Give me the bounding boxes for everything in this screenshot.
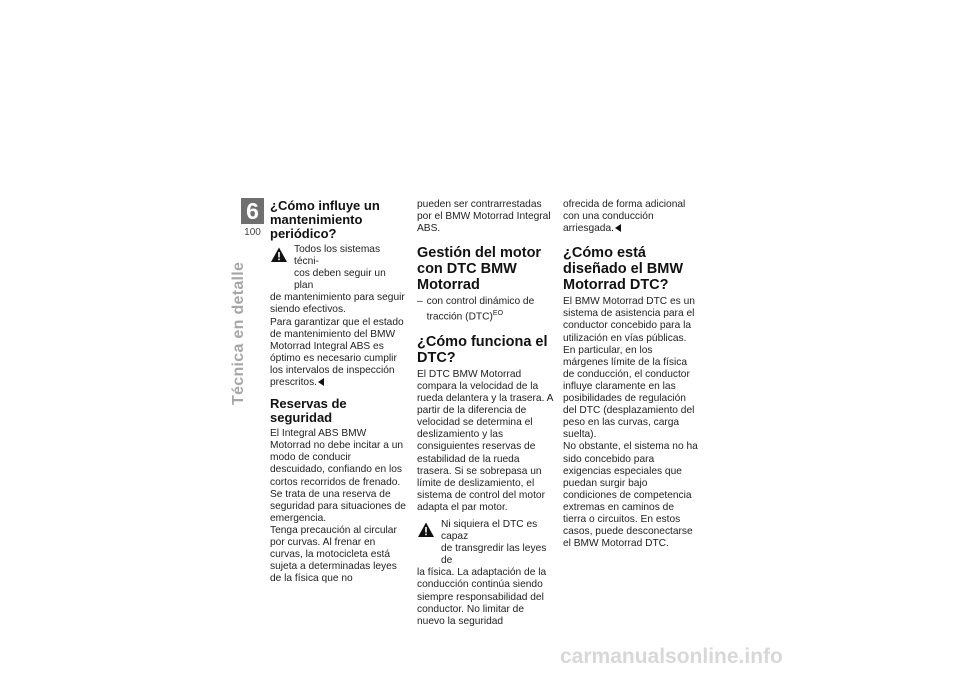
warning-text-line1: Todos los sistemas técni- — [294, 244, 381, 268]
warning-text-rest: la física. La adaptación de la conducción continúa siendo siempre responsabilidad del conductor. No limitar de nuevo la seguridad — [417, 567, 547, 627]
heading-maintenance: ¿Cómo influye un mantenimiento periódico? — [270, 198, 380, 241]
column-1 — [270, 199, 406, 585]
list-dash: – — [417, 296, 423, 308]
page-number: 100 — [244, 227, 261, 238]
warning-text-line1: Ni siquiera el DTC es capaz — [441, 518, 538, 543]
paragraph-dtc-design-1: El BMW Motorrad DTC es un sistema de asistencia para el conductor concebido para la utilización en vías públicas. En particular, en los márgenes límite de la física de conducción, el conductor influye claramente en las posibilidades de regulación del DTC (desplazamiento del peso en las curvas, carga suelta). — [563, 296, 695, 441]
end-mark-icon — [318, 378, 324, 386]
paragraph-risky-riding — [563, 199, 699, 235]
paragraph-safety-2: Tenga precaución al circular por curvas. Al frenar en curvas, la motocicleta está sujeta a determinadas leyes de la física que no — [270, 524, 397, 585]
warning-text-line2: cos deben seguir un plan — [294, 268, 386, 292]
paragraph-abs-cont: pueden ser contrarrestadas por el BMW Motorrad Integral ABS. — [417, 199, 551, 235]
warning-block-1 — [270, 244, 406, 317]
heading-engine-management: Gestión del motor con DTC BMW Motorrad — [417, 245, 542, 294]
column-2 — [417, 199, 553, 628]
paragraph-maintenance — [270, 317, 406, 390]
warning-text-rest: de mantenimiento para seguir siendo efectivos. — [270, 292, 405, 316]
paragraph-risky-text: ofrecida de forma adicional con una conducción arriesgada. — [563, 199, 686, 235]
column-3 — [563, 199, 699, 550]
list-item — [417, 296, 553, 324]
warning-text-line2: de transgredir las leyes de — [441, 543, 547, 567]
paragraph-dtc-design-2: No obstante, el sistema no ha sido concebido para exigencias especiales que puedan surgir bajo condiciones de competencia extremas en caminos de tierra o circuitos. En estos casos, puede desconectarse el BMW Motorrad DTC. — [563, 441, 698, 550]
warning-icon — [417, 521, 435, 539]
paragraph-safety-1: El Integral ABS BMW Motorrad no debe incitar a un modo de conducir descuidado, confiando en los cortos recorridos de frenado. Se trata de una reserva de seguridad para situaciones de emergencia. — [270, 428, 406, 524]
watermark: carmanualsonline.info — [560, 645, 783, 668]
list-item-sup: EO — [492, 310, 504, 318]
warning-icon — [270, 246, 288, 264]
end-mark-icon — [615, 224, 621, 232]
list-item-label: con control dinámico de tracción (DTC) — [426, 296, 535, 323]
chapter-number: 6 — [241, 198, 264, 224]
chapter-title: Técnica en detalle — [230, 261, 247, 405]
list-item-text — [427, 296, 553, 324]
heading-how-dtc-works: ¿Cómo funciona el DTC? — [417, 333, 548, 366]
paragraph-maintenance-text: Para garantizar que el estado de mantenimiento del BMW Motorrad Integral ABS es óptimo es necesario cumplir los intervalos de inspección prescritos. — [270, 316, 404, 389]
warning-block-2 — [417, 519, 553, 628]
paragraph-dtc-works: El DTC BMW Motorrad compara la velocidad de la rueda delantera y la trasera. A partir de la diferencia de velocidad se determina el deslizamiento y las consiguientes reservas de estabilidad de la rueda trasera. Si se sobrepasa un límite de deslizamiento, el sistema de control del motor adapta el par motor. — [417, 368, 553, 513]
heading-dtc-design: ¿Cómo está diseñado el BMW Motorrad DTC? — [563, 245, 684, 294]
heading-safety-reserves: Reservas de seguridad — [270, 396, 347, 426]
